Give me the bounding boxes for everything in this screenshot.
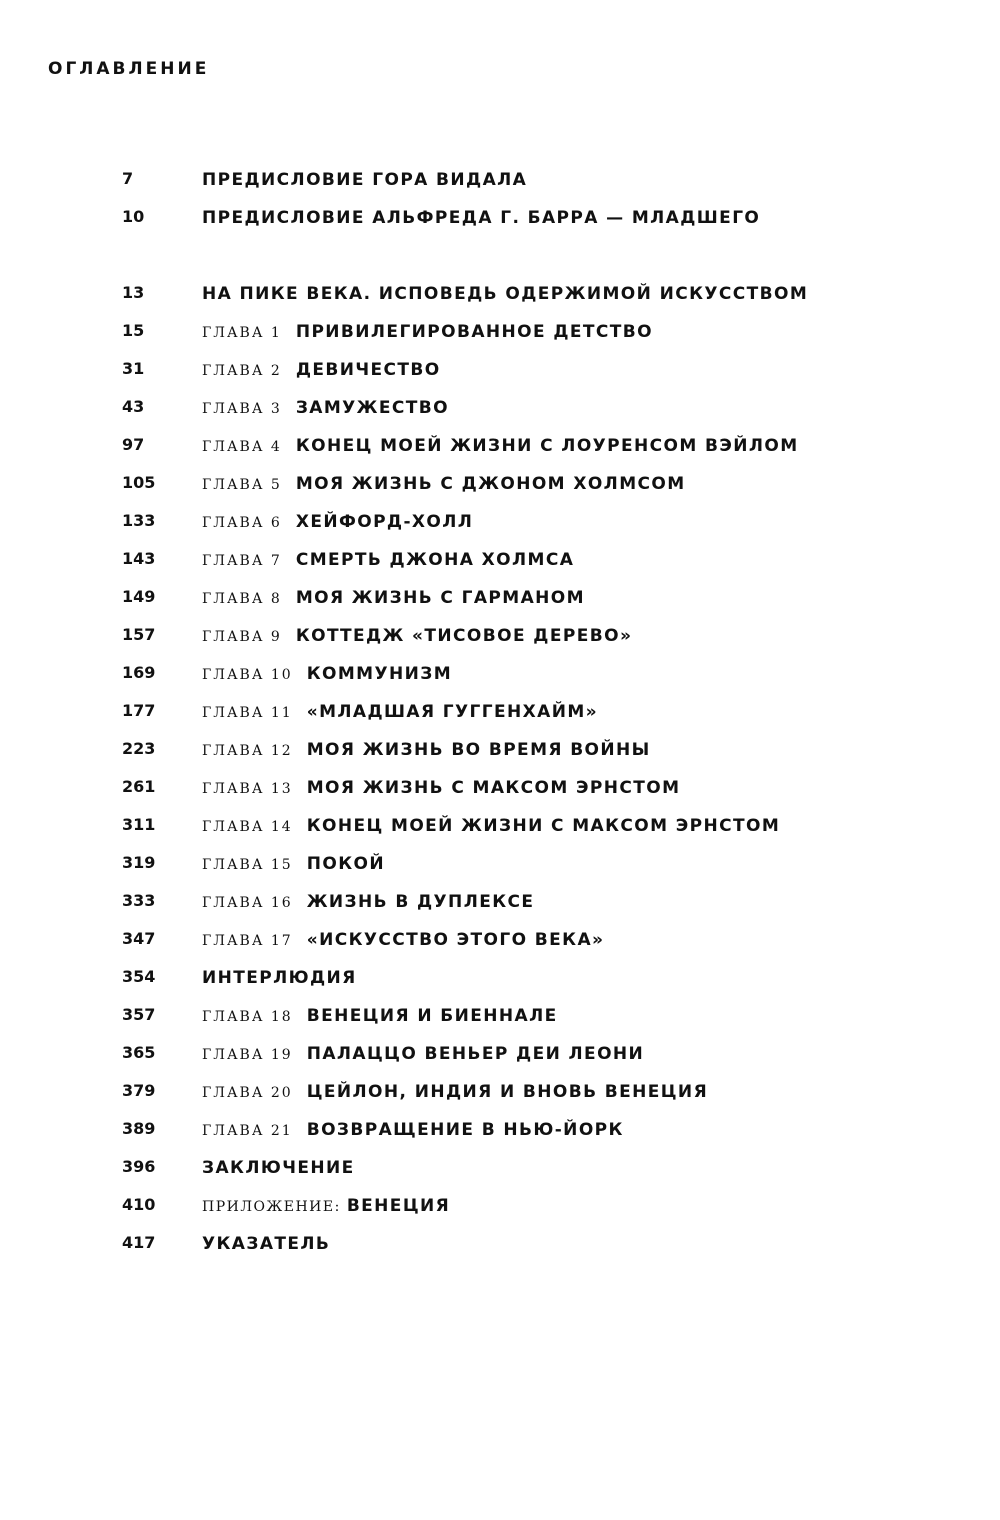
chapter-label: ГЛАВА 12 [202,743,293,759]
entry-text [202,1042,644,1067]
entry-text [202,662,452,687]
chapter-label: ГЛАВА 19 [202,1047,293,1063]
page-number: 157 [122,625,156,644]
toc-entry [0,776,1000,802]
entry-title: ХЕЙФОРД-ХОЛЛ [295,512,474,532]
entry-text [202,890,534,915]
toc-entry [0,624,1000,650]
entry-text [202,776,680,801]
entry-title: ДЕВИЧЕСТВО [295,360,441,380]
chapter-label: ГЛАВА 1 [202,325,282,341]
entry-title: ПАЛАЦЦО ВЕНЬЕР ДЕИ ЛЕОНИ [306,1044,645,1064]
entry-text [202,1156,355,1181]
chapter-label: ГЛАВА 3 [202,401,282,417]
toc-entry [0,966,1000,992]
entry-title: СМЕРТЬ ДЖОНА ХОЛМСА [295,550,575,570]
page-number: 333 [122,891,156,910]
toc-entry [0,814,1000,840]
page-number: 354 [122,967,156,986]
entry-text [202,1004,558,1029]
page-number: 347 [122,929,156,948]
entry-title: ВОЗВРАЩЕНИЕ В НЬЮ-ЙОРК [306,1120,624,1140]
page-number: 105 [122,473,156,492]
page-number: 10 [122,207,145,226]
entry-text [202,738,651,763]
page-number: 177 [122,701,156,720]
entry-title: ПРЕДИСЛОВИЕ ГОРА ВИДАЛА [202,170,528,190]
entry-text [202,434,799,459]
entry-title: УКАЗАТЕЛЬ [202,1234,331,1254]
toc-entry [0,1118,1000,1144]
entry-text [202,472,686,497]
entry-title: НА ПИКЕ ВЕКА. ИСПОВЕДЬ ОДЕРЖИМОЙ ИСКУССТВОМ [202,284,809,304]
toc-entry [0,282,1000,308]
chapter-label: ГЛАВА 10 [202,667,293,683]
page-number: 357 [122,1005,156,1024]
toc-entry [0,1156,1000,1182]
entry-text [202,928,604,953]
entry-text [202,966,357,991]
chapter-label: ГЛАВА 5 [202,477,282,493]
entry-title: МОЯ ЖИЗНЬ ВО ВРЕМЯ ВОЙНЫ [306,740,651,760]
toc-entry [0,1042,1000,1068]
entry-title: ВЕНЕЦИЯ И БИЕННАЛЕ [306,1006,558,1026]
toc-entry [0,586,1000,612]
entry-text [202,396,449,421]
entry-text [202,358,441,383]
toc-entry [0,662,1000,688]
entry-text [202,586,585,611]
entry-text [202,852,385,877]
page-number: 97 [122,435,145,454]
chapter-label: ГЛАВА 2 [202,363,282,379]
page-number: 13 [122,283,145,302]
toc-entry [0,358,1000,384]
entry-text [202,814,780,839]
chapter-label: ГЛАВА 9 [202,629,282,645]
toc-entry [0,852,1000,878]
entry-title: ПРИВИЛЕГИРОВАННОЕ ДЕТСТВО [295,322,653,342]
entry-title: КОНЕЦ МОЕЙ ЖИЗНИ С ЛОУРЕНСОМ ВЭЙЛОМ [295,436,799,456]
toc-entry [0,1232,1000,1258]
entry-text [202,700,598,725]
entry-text [202,624,632,649]
toc-entry [0,168,1000,194]
page-number: 31 [122,359,145,378]
chapter-label: ГЛАВА 20 [202,1085,293,1101]
entry-title: ПОКОЙ [306,854,385,874]
chapter-label: ГЛАВА 6 [202,515,282,531]
toc-entry [0,1004,1000,1030]
toc-entry [0,1080,1000,1106]
page-number: 223 [122,739,156,758]
chapter-label: ГЛАВА 16 [202,895,293,911]
page-number: 133 [122,511,156,530]
chapter-label: ГЛАВА 17 [202,933,293,949]
chapter-label: ГЛАВА 18 [202,1009,293,1025]
entry-text [202,548,574,573]
toc-entry [0,738,1000,764]
toc-entry [0,890,1000,916]
chapter-label: ГЛАВА 7 [202,553,282,569]
entry-title: МОЯ ЖИЗНЬ С ДЖОНОМ ХОЛМСОМ [295,474,686,494]
entry-text [202,510,473,535]
entry-text [202,1118,624,1143]
entry-text [202,282,808,307]
entry-title: «МЛАДШАЯ ГУГГЕНХАЙМ» [306,702,599,722]
toc-entry [0,396,1000,422]
entry-title: ПРЕДИСЛОВИЕ АЛЬФРЕДА Г. БАРРА — МЛАДШЕГО [202,208,761,228]
appendix-label: ПРИЛОЖЕНИЕ: [202,1199,341,1215]
page-title: ОГЛАВЛЕНИЕ [48,59,210,79]
page-number: 7 [122,169,134,188]
page-number: 43 [122,397,145,416]
toc-entry [0,928,1000,954]
entry-title: ЦЕЙЛОН, ИНДИЯ И ВНОВЬ ВЕНЕЦИЯ [306,1082,709,1102]
entry-title: ЗАКЛЮЧЕНИЕ [202,1158,355,1178]
chapter-label: ГЛАВА 11 [202,705,293,721]
entry-title: МОЯ ЖИЗНЬ С МАКСОМ ЭРНСТОМ [306,778,681,798]
page-number: 389 [122,1119,156,1138]
entry-text [202,168,527,193]
page-number: 379 [122,1081,156,1100]
entry-title: МОЯ ЖИЗНЬ С ГАРМАНОМ [295,588,585,608]
toc-entry [0,434,1000,460]
entry-text [202,1080,708,1105]
page-number: 365 [122,1043,156,1062]
chapter-label: ГЛАВА 13 [202,781,293,797]
toc-entry [0,1194,1000,1220]
page-number: 15 [122,321,145,340]
chapter-label: ГЛАВА 15 [202,857,293,873]
page-number: 261 [122,777,156,796]
entry-title: КОНЕЦ МОЕЙ ЖИЗНИ С МАКСОМ ЭРНСТОМ [306,816,781,836]
page-number: 311 [122,815,156,834]
page-number: 417 [122,1233,156,1252]
page-number: 396 [122,1157,156,1176]
chapter-label: ГЛАВА 8 [202,591,282,607]
toc-entry [0,700,1000,726]
toc-entry [0,206,1000,232]
toc-entry [0,510,1000,536]
entry-title: ИНТЕРЛЮДИЯ [202,968,357,988]
entry-text [202,320,653,345]
toc-entry [0,320,1000,346]
chapter-label: ГЛАВА 4 [202,439,282,455]
entry-title: ВЕНЕЦИЯ [346,1196,451,1216]
entry-text [202,1194,450,1219]
toc-entry [0,472,1000,498]
chapter-label: ГЛАВА 14 [202,819,293,835]
entry-title: КОТТЕДЖ «ТИСОВОЕ ДЕРЕВО» [295,626,633,646]
entry-text [202,1232,330,1257]
page-number: 410 [122,1195,156,1214]
entry-title: ЗАМУЖЕСТВО [295,398,449,418]
page-number: 169 [122,663,156,682]
toc-entry [0,548,1000,574]
entry-title: ЖИЗНЬ В ДУПЛЕКСЕ [306,892,535,912]
chapter-label: ГЛАВА 21 [202,1123,293,1139]
entry-title: КОММУНИЗМ [306,664,453,684]
entry-title: «ИСКУССТВО ЭТОГО ВЕКА» [306,930,605,950]
page-number: 143 [122,549,156,568]
entry-text [202,206,760,231]
page-number: 149 [122,587,156,606]
page-number: 319 [122,853,156,872]
